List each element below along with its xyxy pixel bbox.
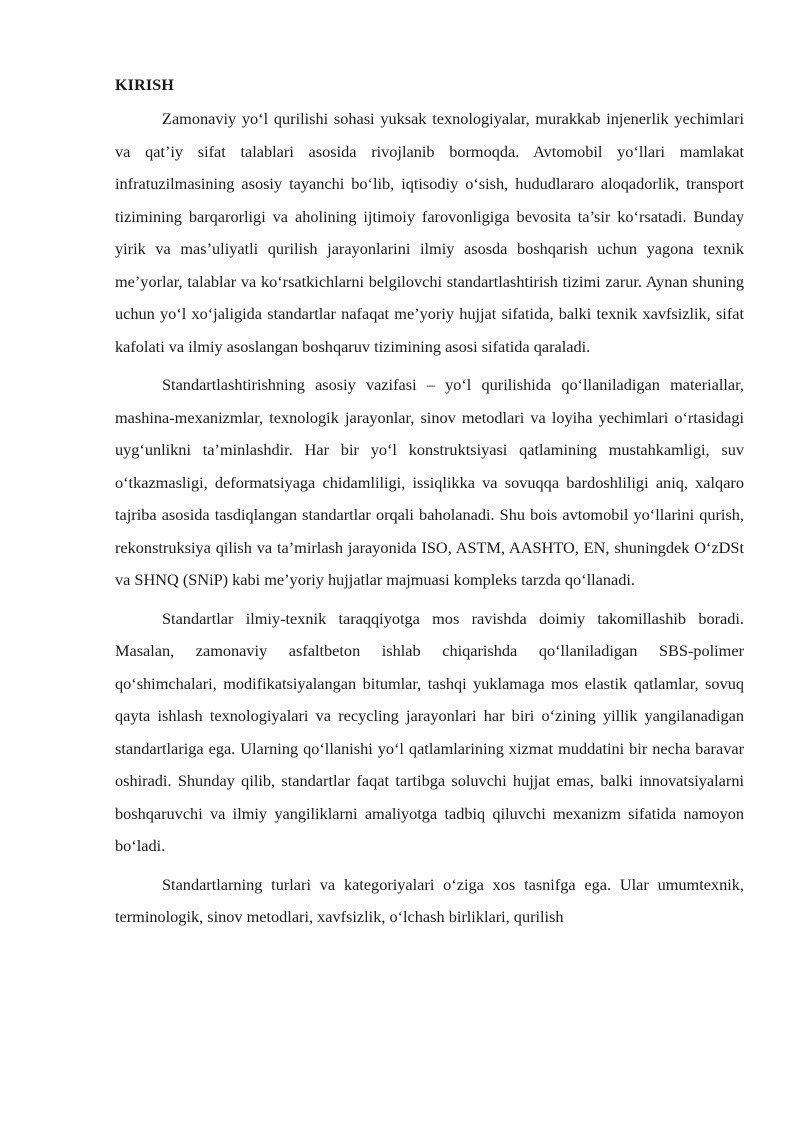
paragraph: Standartlar ilmiy-texnik taraqqiyotga mos ravishda doimiy takomillashib boradi. Masalan, zamonaviy asfaltbeton ishlab chiqarishda qo‘llaniladigan SBS-polimer qo‘shimchalari, modifikatsiyalangan bitumlar, tashqi yuklamaga mos elastik qatlamlar, sovuq qayta ishlash texnologiyalari va recycling jarayonlari har biri o‘zining yillik yangilanadigan standartlariga ega. Ularning qo‘llanishi yo‘l qatlamlarining xizmat muddatini bir necha baravar oshiradi. Shunday qilib, standartlar faqat tartibga soluvchi hujjat emas, balki innovatsiyalarni boshqaruvchi va ilmiy yangiliklarni amaliyotga tadbiq qiluvchi mexanizm sifatida namoyon bo‘ladi. xyxy=(115,608,744,855)
section-heading: KIRISH xyxy=(115,77,174,94)
paragraph: Standartlarning turlari va kategoriyalari o‘ziga xos tasnifga ega. Ular umumtexnik, terminologik, sinov metodlari, xavfsizlik, o‘lchash birliklari, qurilish xyxy=(115,874,744,926)
paragraph: Zamonaviy yo‘l qurilishi sohasi yuksak texnologiyalar, murakkab injenerlik yechimlari va qat’iy sifat talablari asosida rivojlanib bormoqda. Avtomobil yo‘llari mamlakat infratuzilmasining asosiy tayanchi bo‘lib, iqtisodiy o‘sish, hududlararo aloqadorlik, transport tizimining barqarorligi va aholining ijtimoiy farovonligiga bevosita ta’sir ko‘rsatadi. Bunday yirik va mas’uliyatli qurilish jarayonlarini ilmiy asosda boshqarish uchun yagona texnik me’yorlar, talablar va ko‘rsatkichlarni belgilovchi standartlashtirish tizimi zarur. Aynan shuning uchun yo‘l xo‘jaligida standartlar nafaqat me’yoriy hujjat sifatida, balki texnik xavfsizlik, sifat kafolati va ilmiy asoslangan boshqaruv tizimining asosi sifatida qaraladi. xyxy=(115,109,744,356)
paragraph: Standartlashtirishning asosiy vazifasi – yo‘l qurilishida qo‘llaniladigan materiallar, mashina-mexanizmlar, texnologik jarayonlar, sinov metodlari va loyiha yechimlari o‘rtasidagi uyg‘unlikni ta’minlashdir. Har bir yo‘l konstruktsiyasi qatlamining mustahkamligi, suv o‘tkazmasligi, deformatsiyaga chidamliligi, issiqlikka va sovuqqa bardoshliligi aniq, xalqaro tajriba asosida tasdiqlangan standartlar orqali baholanadi. Shu bois avtomobil yo‘llarini qurish, rekonstruksiya qilish va ta’mirlash jarayonida ISO, ASTM, AASHTO, EN, shuningdek O‘zDSt va SHNQ (SNiP) kabi me’yoriy hujjatlar majmuasi kompleks tarzda qo‘llanadi. xyxy=(115,375,744,589)
